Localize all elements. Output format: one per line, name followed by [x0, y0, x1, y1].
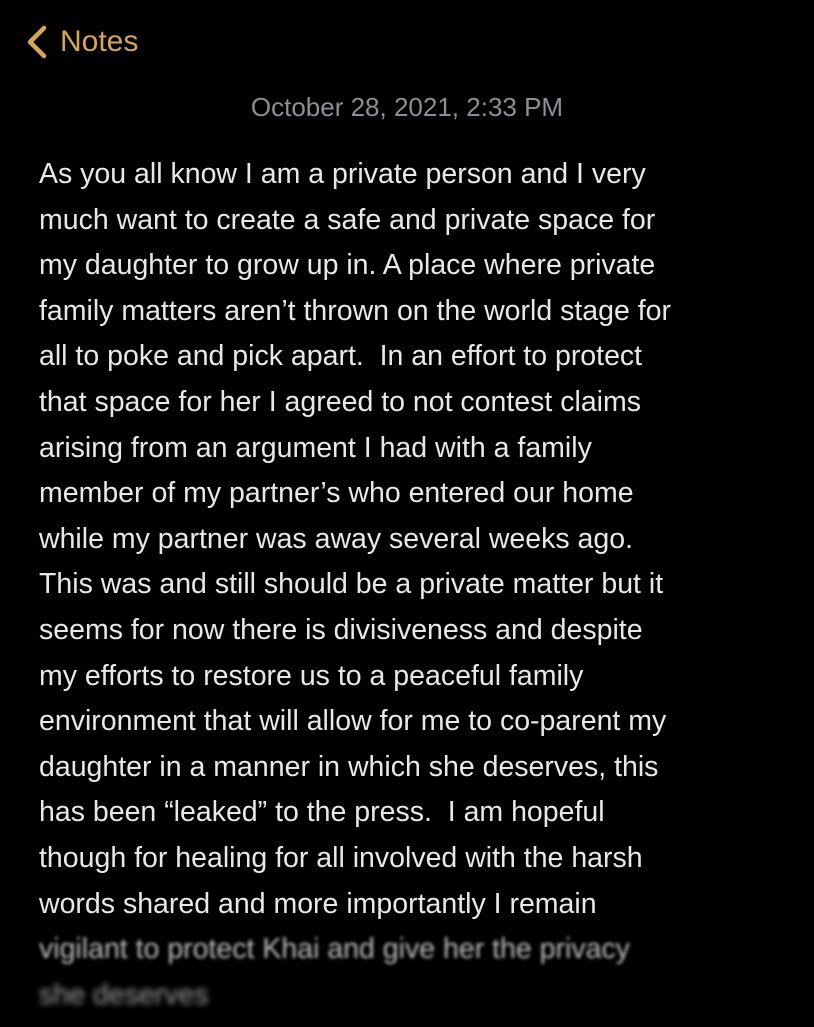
- note-line: environment that will allow for me to co-parent my: [39, 705, 667, 738]
- note-line: seems for now there is divisiveness and despite: [39, 613, 643, 646]
- note-line: arising from an argument I had with a family: [39, 431, 592, 464]
- chevron-left-icon: [22, 22, 52, 62]
- note-timestamp: October 28, 2021, 2:33 PM: [250, 92, 564, 122]
- note-line: my daughter to grow up in. A place where private: [39, 249, 656, 282]
- note-line: much want to create a safe and private space for: [39, 203, 656, 236]
- note-line: that space for her I agreed to not contest claims: [39, 385, 641, 418]
- note-line-obscured: vigilant to protect Khai and give her the privacy: [39, 933, 630, 966]
- back-to-notes-button[interactable]: [22, 22, 138, 62]
- note-line: daughter in a manner in which she deserves, this: [39, 750, 659, 783]
- note-line: member of my partner’s who entered our home: [39, 477, 634, 510]
- note-line: though for healing for all involved with the harsh: [39, 841, 643, 874]
- note-line: words shared and more importantly I remain: [39, 887, 597, 920]
- note-line: This was and still should be a private matter but it: [39, 568, 664, 601]
- back-label: Notes: [60, 25, 139, 58]
- note-line: family matters aren’t thrown on the world stage for: [39, 294, 672, 327]
- note-body[interactable]: [39, 152, 809, 1018]
- note-line: As you all know I am a private person and I very: [39, 158, 646, 190]
- note-line-obscured: she deserves: [39, 978, 209, 1011]
- note-line: all to poke and pick apart. In an effort to protect: [39, 340, 643, 373]
- note-line: my efforts to restore us to a peaceful family: [39, 659, 584, 692]
- note-line: while my partner was away several weeks ago.: [39, 522, 634, 555]
- navigation-bar: [0, 0, 814, 84]
- note-line: has been “leaked” to the press. I am hopeful: [39, 796, 605, 829]
